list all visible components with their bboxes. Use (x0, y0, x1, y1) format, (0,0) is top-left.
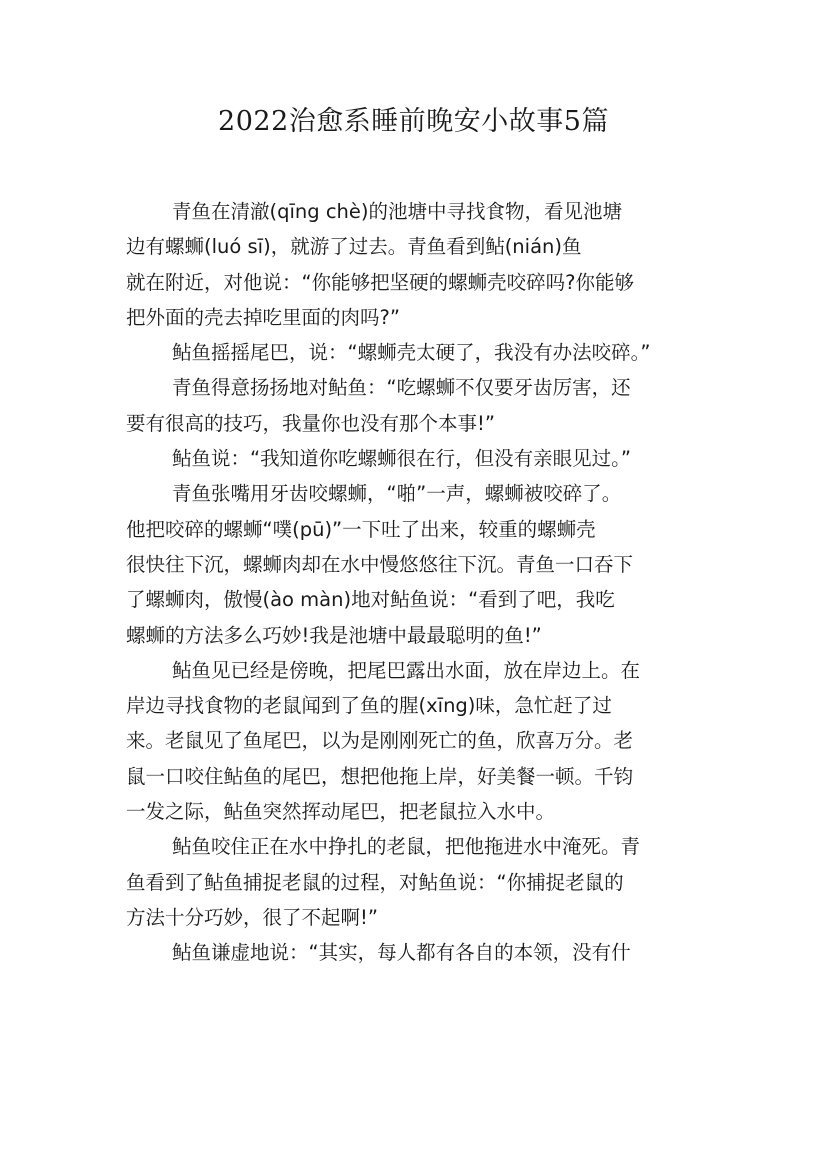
document-title: 2022治愈系睡前晚安小故事5篇 (218, 106, 609, 137)
text-line: 要有很高的技巧，我量你也没有那个本事!” (126, 411, 495, 435)
text-line: 青鱼得意扬扬地对鲇鱼：“吃螺蛳不仅要牙齿厉害，还 (172, 376, 631, 400)
text-line: 把外面的壳去掉吃里面的肉吗?” (126, 305, 400, 329)
text-line: 鲇鱼摇摇尾巴，说：“螺蛳壳太硬了，我没有办法咬碎。” (172, 341, 651, 365)
text-line: 鼠一口咬住鲇鱼的尾巴，想把他拖上岸，好美餐一顿。千钧 (126, 764, 634, 788)
text-line: 来。老鼠见了鱼尾巴，以为是刚刚死亡的鱼，欣喜万分。老 (126, 729, 634, 753)
text-line: 岸边寻找食物的老鼠闻到了鱼的腥(xīng)味，急忙赶了过 (126, 694, 612, 718)
text-line: 青鱼张嘴用牙齿咬螺蛳，“啪”一声，螺蛳被咬碎了。 (172, 482, 622, 506)
text-line: 一发之际，鲇鱼突然挥动尾巴，把老鼠拉入水中。 (126, 800, 556, 824)
text-line: 就在附近，对他说：“你能够把坚硬的螺蛳壳咬碎吗?你能够 (126, 270, 634, 294)
text-line: 青鱼在清澈(qīng chè)的池塘中寻找食物，看见池塘 (172, 200, 623, 223)
text-line: 了螺蛳肉，傲慢(ào màn)地对鲇鱼说：“看到了吧，我吃 (126, 588, 615, 612)
text-line: 鱼看到了鲇鱼捕捉老鼠的过程，对鲇鱼说：“你捕捉老鼠的 (126, 870, 624, 894)
text-line: 鲇鱼见已经是傍晚，把尾巴露出水面，放在岸边上。在 (172, 658, 641, 682)
text-line: 螺蛳的方法多么巧妙!我是池塘中最最聪明的鱼!” (126, 623, 542, 647)
text-line: 很快往下沉，螺蛳肉却在水中慢悠悠往下沉。青鱼一口吞下 (126, 552, 634, 576)
text-line: 鲇鱼说：“我知道你吃螺蛳很在行，但没有亲眼见过。” (172, 447, 631, 471)
text-line: 鲇鱼咬住正在水中挣扎的老鼠，把他拖进水中淹死。青 (172, 835, 641, 859)
story-body (126, 194, 701, 971)
text-line: 他把咬碎的螺蛳“噗(pū)”一下吐了出来，较重的螺蛳壳 (126, 517, 596, 541)
text-line: 方法十分巧妙，很了不起啊!” (126, 905, 378, 929)
text-line: 鲇鱼谦虚地说：“其实，每人都有各自的本领，没有什 (172, 941, 631, 965)
text-line: 边有螺蛳(luó sī)，就游了过去。青鱼看到鲇(nián)鱼 (126, 235, 582, 259)
